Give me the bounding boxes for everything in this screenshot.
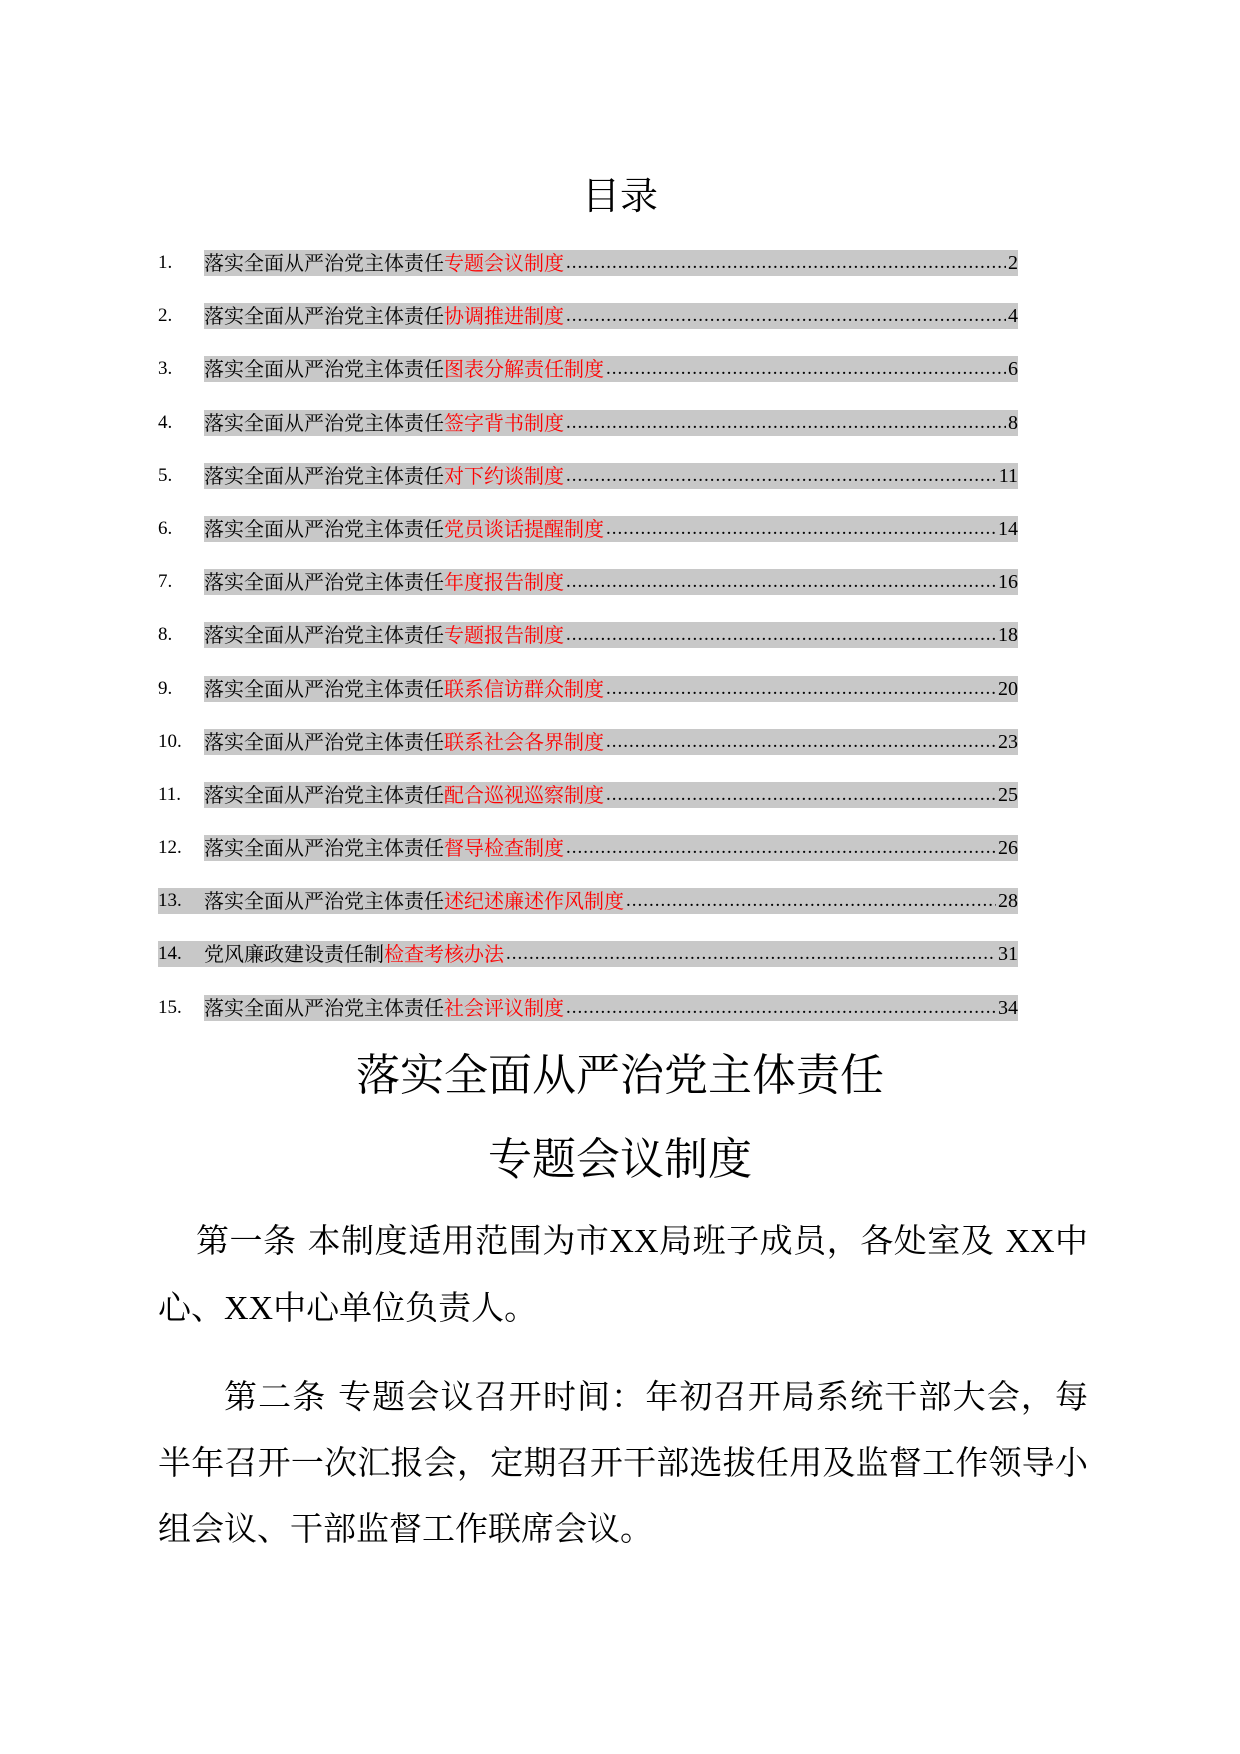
toc-entry-suffix: 检查考核办法 xyxy=(384,942,504,967)
toc-title: 目录 xyxy=(581,174,658,218)
toc-entry-prefix: 党风廉政建设责任制 xyxy=(204,942,384,967)
toc-entry-number: 13. xyxy=(158,888,204,914)
table-of-contents xyxy=(158,250,1018,1048)
toc-entry-prefix: 落实全面从严治党主体责任 xyxy=(204,995,444,1020)
toc-entry-prefix: 落实全面从严治党主体责任 xyxy=(204,623,444,648)
toc-entry[interactable] xyxy=(158,941,1018,967)
toc-entry-prefix: 落实全面从严治党主体责任 xyxy=(204,782,444,807)
toc-entry-page: 23 xyxy=(998,730,1018,753)
toc-entry[interactable] xyxy=(158,250,1018,276)
toc-entry-suffix: 述纪述廉述作风制度 xyxy=(444,889,624,914)
toc-entry[interactable] xyxy=(158,995,1018,1021)
toc-dot-leader xyxy=(566,303,1006,329)
toc-entry-suffix: 联系信访群众制度 xyxy=(444,676,604,701)
toc-entry-prefix: 落实全面从严治党主体责任 xyxy=(204,251,444,275)
article-1 xyxy=(158,1208,1088,1342)
toc-entry-prefix: 落实全面从严治党主体责任 xyxy=(204,463,444,488)
toc-entry-number: 5. xyxy=(158,463,204,489)
toc-entry[interactable] xyxy=(158,622,1018,648)
toc-entry[interactable] xyxy=(158,516,1018,542)
toc-entry-page: 6 xyxy=(1008,358,1018,381)
toc-dot-leader xyxy=(626,888,996,914)
toc-entry-page: 26 xyxy=(998,837,1018,860)
toc-entry-page: 4 xyxy=(1008,305,1018,328)
toc-entry-page: 14 xyxy=(998,517,1018,540)
toc-entry-number: 11. xyxy=(158,782,204,808)
toc-dot-leader xyxy=(566,622,996,648)
toc-entry-suffix: 党员谈话提醒制度 xyxy=(444,516,604,541)
toc-entry[interactable] xyxy=(158,569,1018,595)
article-1-code: XX xyxy=(1005,1223,1055,1260)
toc-entry-page: 16 xyxy=(998,571,1018,594)
toc-entry-prefix: 落实全面从严治党主体责任 xyxy=(204,676,444,701)
toc-entry-number: 10. xyxy=(158,729,204,755)
article-1-code: XX xyxy=(224,1290,274,1327)
toc-entry[interactable] xyxy=(158,729,1018,755)
toc-entry-number: 7. xyxy=(158,569,204,595)
toc-entry[interactable] xyxy=(158,410,1018,436)
article-1-label: 第一条 xyxy=(196,1221,297,1260)
document-title: 落实全面从严治党主体责任 xyxy=(356,1050,884,1101)
toc-entry-suffix: 签字背书制度 xyxy=(444,410,564,435)
toc-dot-leader xyxy=(566,410,1006,436)
toc-entry[interactable] xyxy=(158,463,1018,489)
toc-entry-page: 18 xyxy=(998,624,1018,647)
toc-dot-leader xyxy=(606,356,1006,382)
toc-entry-suffix: 年度报告制度 xyxy=(444,570,564,595)
toc-entry-prefix: 落实全面从严治党主体责任 xyxy=(204,516,444,541)
toc-entry-number: 8. xyxy=(158,622,204,648)
toc-entry-number: 2. xyxy=(158,303,204,329)
toc-entry-suffix: 联系社会各界制度 xyxy=(444,729,604,754)
toc-entry[interactable] xyxy=(158,303,1018,329)
toc-entry-page: 31 xyxy=(998,943,1018,966)
toc-entry-suffix: 协调推进制度 xyxy=(444,304,564,329)
toc-entry-number: 3. xyxy=(158,356,204,382)
toc-entry-number: 15. xyxy=(158,995,204,1021)
toc-entry-page: 20 xyxy=(998,677,1018,700)
toc-dot-leader xyxy=(606,676,996,702)
toc-entry-suffix: 专题会议制度 xyxy=(444,251,564,275)
toc-entry-suffix: 配合巡视巡察制度 xyxy=(444,782,604,807)
toc-entry-suffix: 督导检查制度 xyxy=(444,836,564,861)
toc-entry-page: 34 xyxy=(998,996,1018,1019)
toc-entry[interactable] xyxy=(158,835,1018,861)
toc-dot-leader xyxy=(566,569,996,595)
toc-entry-prefix: 落实全面从严治党主体责任 xyxy=(204,729,444,754)
toc-entry-prefix: 落实全面从严治党主体责任 xyxy=(204,357,444,382)
toc-entry-page: 2 xyxy=(1008,252,1018,274)
toc-entry-number: 14. xyxy=(158,941,204,967)
toc-entry-suffix: 专题报告制度 xyxy=(444,623,564,648)
article-1-text: 本制度适用范围为市 xyxy=(307,1221,610,1260)
article-2-label: 第二条 xyxy=(224,1377,327,1416)
article-1-code: XX xyxy=(609,1223,659,1260)
toc-entry-prefix: 落实全面从严治党主体责任 xyxy=(204,410,444,435)
toc-dot-leader xyxy=(506,941,996,967)
toc-entry-suffix: 对下约谈制度 xyxy=(444,463,564,488)
toc-entry-page: 8 xyxy=(1008,411,1018,434)
toc-entry[interactable] xyxy=(158,356,1018,382)
toc-entry-prefix: 落实全面从严治党主体责任 xyxy=(204,304,444,329)
toc-entry[interactable] xyxy=(158,782,1018,808)
toc-entry-number: 12. xyxy=(158,835,204,861)
toc-entry[interactable] xyxy=(158,888,1018,914)
article-1-text: 局班子成员，各处室及 xyxy=(658,1221,995,1260)
toc-entry-number: 4. xyxy=(158,410,204,436)
toc-dot-leader xyxy=(606,782,996,808)
toc-dot-leader xyxy=(566,463,997,489)
document-subtitle: 专题会议制度 xyxy=(488,1134,752,1185)
toc-dot-leader xyxy=(566,835,996,861)
toc-dot-leader xyxy=(566,995,996,1021)
toc-entry-number: 1. xyxy=(158,250,204,276)
toc-entry-prefix: 落实全面从严治党主体责任 xyxy=(204,570,444,595)
toc-dot-leader xyxy=(606,729,996,755)
toc-entry-prefix: 落实全面从严治党主体责任 xyxy=(204,836,444,861)
toc-entry-number: 6. xyxy=(158,516,204,542)
toc-entry[interactable] xyxy=(158,676,1018,702)
toc-dot-leader xyxy=(606,516,996,542)
toc-entry-prefix: 落实全面从严治党主体责任 xyxy=(204,889,444,914)
toc-entry-page: 28 xyxy=(998,890,1018,913)
article-1-text: 中心单位负责人。 xyxy=(273,1288,538,1327)
toc-dot-leader xyxy=(566,250,1006,276)
article-1-text: 中心、 xyxy=(158,1221,1089,1327)
article-2 xyxy=(158,1364,1088,1562)
toc-entry-suffix: 社会评议制度 xyxy=(444,995,564,1020)
toc-entry-suffix: 图表分解责任制度 xyxy=(444,357,604,382)
article-2-text: 专题会议召开时间：年初召开局系统干部大会，每半年召开一次汇报会，定期召开干部选拔任用及监督工作领导小组会议、干部监督工作联席会议。 xyxy=(158,1377,1089,1548)
toc-entry-page: 11 xyxy=(998,464,1018,487)
toc-entry-number: 9. xyxy=(158,676,204,702)
toc-entry-page: 25 xyxy=(998,783,1018,806)
